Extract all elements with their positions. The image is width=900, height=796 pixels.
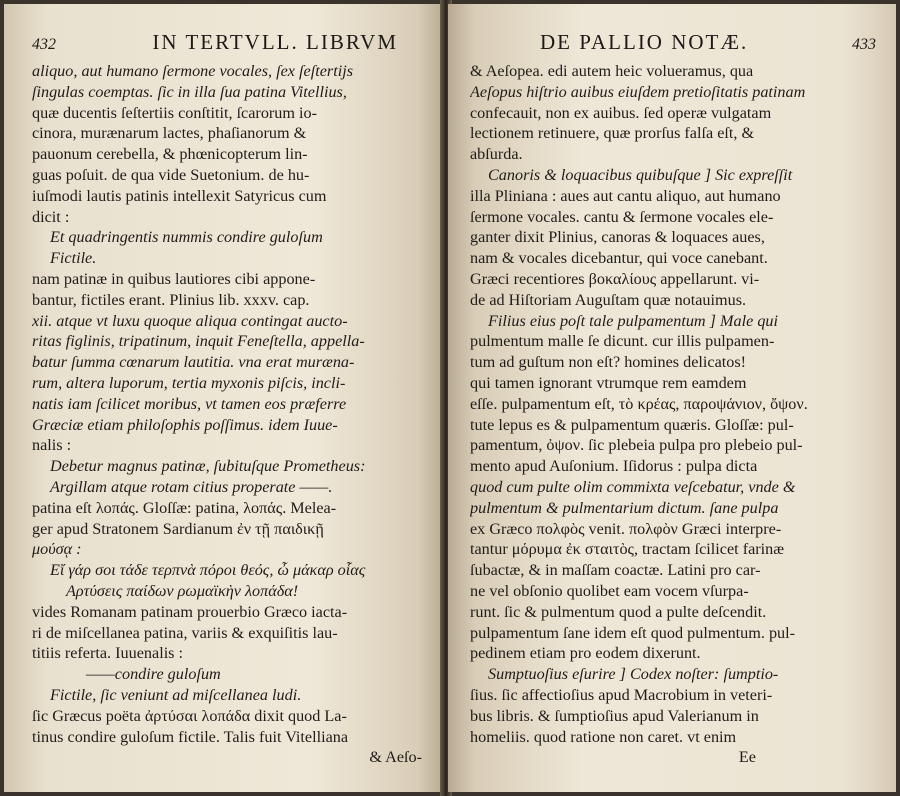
text-line: iuſmodi lautis patinis intellexit Satyricus cum: [32, 186, 327, 205]
text-line: guas poſuit. de qua vide Suetonium. de hu-: [32, 165, 310, 184]
text-line: dicit :: [32, 207, 70, 226]
text-line: Et quadringentis nummis condire guloſum: [50, 228, 323, 247]
text-line: ri de miſcellanea patina, variis & exquiſitis lau-: [32, 623, 338, 642]
right-body-text: [470, 61, 876, 768]
text-line: pulmentum malle ſe dicunt. cur illis pulpamen-: [470, 332, 775, 351]
text-line: Debetur magnus patinæ, ſubituſque Prometheus:: [50, 457, 366, 476]
text-line: abſurda.: [470, 145, 523, 164]
text-line: bantur, fictiles erant. Plinius lib. xxxv. cap.: [32, 290, 310, 309]
text-line: lectionem retinuere, quæ prorſus falſa eſt, &: [470, 124, 755, 143]
right-page-number: 433: [852, 36, 876, 53]
text-line: Aeſopus hiſtrio auibus eiuſdem pretioſitatis patinam: [470, 82, 806, 101]
left-running-title: IN TERTVLL. LIBRVM: [152, 30, 398, 54]
text-line: xii. atque vt luxu quoque aliqua contingat aucto-: [32, 311, 348, 330]
text-line: pulmentum & pulmentarium dictum. ſane pulpa: [470, 498, 779, 517]
text-line: ganter dixit Plinius, canoras & loquaces aues,: [470, 228, 765, 247]
text-line: quod cum pulte olim commixta veſcebatur, vnde &: [470, 477, 796, 496]
text-line: Sumptuoſius eſurire ] Codex noſter: ſumptio-: [488, 665, 779, 684]
text-line: nalis :: [32, 436, 72, 455]
text-line: Canoris & loquacibus quibuſque ] Sic expreſſit: [488, 165, 793, 184]
text-line: Fictile, ſic veniunt ad miſcellanea ludi.: [50, 685, 302, 704]
text-line: ger apud Stratonem Sardianum ἐν τῇ παιδικῇ: [32, 519, 324, 538]
text-line: qui tamen ignorant vtrumque rem eamdem: [470, 373, 747, 392]
text-line: ſingulas coemptas. ſic in illa ſua patina Vitellius,: [32, 82, 347, 101]
left-page: [4, 4, 444, 792]
text-line: confecauit, non ex auibus. ſed operæ vulgatam: [470, 103, 772, 122]
text-line: titiis referta. Iuuenalis :: [32, 644, 184, 663]
text-line: de ad Hiſtoriam Auguſtam quæ notauimus.: [470, 290, 747, 309]
text-line: Argillam atque rotam citius properate ——.: [50, 477, 333, 496]
text-line: cinora, murænarum lactes, phaſianorum &: [32, 124, 307, 143]
text-line: Fictile.: [50, 249, 97, 268]
text-line: tute lepus es & pulpamentum quæris. Gloſſæ: pul-: [470, 415, 794, 434]
text-line: & Aeſopea. edi autem heic volueramus, qua: [470, 62, 754, 80]
text-line: vides Romanam patinam prouerbio Græco iacta-: [32, 602, 348, 621]
right-running-head: [470, 30, 876, 55]
text-line: tantur μόρυμα ἐκ σταιτὸς, tractam ſcilicet farinæ: [470, 540, 785, 559]
text-line: pauonum cerebella, & phœnicopterum lin-: [32, 145, 308, 164]
text-line: Græciæ etiam philoſophis poſſimus. idem Iuue-: [32, 415, 338, 434]
right-page: [448, 4, 896, 792]
text-line: μούσᾳ :: [32, 540, 82, 559]
text-line: eſſe. pulpamentum eſt, τὸ κρέας, παροψάνιον, ὄψον.: [470, 394, 808, 413]
text-line: patina eſt λοπάς. Gloſſæ: patina, λοπάς. Melea-: [32, 498, 337, 517]
text-line: Filius eius poſt tale pulpamentum ] Male qui: [488, 311, 778, 330]
text-line: pamentum, ὀψον. ſic plebeia pulpa pro plebeio pul-: [470, 436, 803, 455]
text-line: ſubactæ, & in maſſam coactæ. Latini pro car-: [470, 561, 761, 580]
text-line: runt. ſic & pulmentum quod a pulte deſcendit.: [470, 602, 767, 621]
catchword: & Aeſo-: [369, 748, 422, 767]
text-line: tinus condire guloſum fictile. Talis fuit Vitelliana: [32, 727, 349, 746]
text-line: rum, altera luporum, tertia myxonis piſcis, incli-: [32, 373, 346, 392]
text-line: nam & vocales dicebantur, qui voce canebant.: [470, 249, 768, 268]
text-line: ex Græco πολφὸς venit. πολφὸν Græci interpre-: [470, 519, 782, 538]
left-body-text: [32, 61, 428, 768]
text-line: nam patinæ in quibus lautiores cibi appone-: [32, 269, 316, 288]
text-line: Αρτύσεις παίδων ρωμαϊκὴν λοπάδα!: [66, 581, 299, 600]
text-line: pedinem etiam pro eodem dixerunt.: [470, 644, 701, 663]
text-line: homeliis. quod ratione non caret. vt enim: [470, 727, 737, 746]
text-line: illa Pliniana : aues aut cantu aliquo, aut humano: [470, 186, 781, 205]
text-line: ſermone vocales. cantu & ſermone vocales ele-: [470, 207, 774, 226]
text-line: ſic Græcus poëta ἀρτύσαι λοπάδα dixit quod La-: [32, 706, 347, 725]
text-line: tum ad guſtum non eſt? homines delicatos!: [470, 353, 747, 372]
text-line: aliquo, aut humano ſermone vocales, ſex ſeſtertijs: [32, 62, 353, 80]
text-line: Εἴ γάρ σοι τάδε τερπνὰ πόροι θεός, ὦ μάκαρ οἷας: [50, 561, 366, 580]
text-line: ——condire guloſum: [86, 665, 221, 684]
text-line: batur ſumma cœnarum lautitia. vna erat muræna-: [32, 353, 355, 372]
text-line: natis iam ſcilicet moribus, vt tamen eos præferre: [32, 394, 347, 413]
text-line: mento apud Auſonium. Iſidorus : pulpa dicta: [470, 457, 758, 476]
text-line: quæ ducentis ſeſtertiis conſtitit, ſcarorum io-: [32, 103, 318, 122]
text-line: ſius. ſic affectioſius apud Macrobium in veteri-: [470, 685, 773, 704]
left-page-number: 432: [32, 36, 56, 53]
text-line: Græci recentiores βοκαλίους appellarunt. vi-: [470, 269, 760, 288]
text-line: pulpamentum ſane idem eſt quod pulmentum. pul-: [470, 623, 796, 642]
text-line: bus libris. & ſumptioſius apud Valerianum in: [470, 706, 759, 725]
right-running-title: DE PALLIO NOTÆ.: [540, 30, 749, 54]
catchword: Ee: [738, 748, 756, 767]
text-line: ne vel obſonio quolibet eam vocem vſurpa-: [470, 581, 749, 600]
text-line: ritas figlinis, tripatinum, inquit Feneſtella, appella-: [32, 332, 365, 351]
left-running-head: [32, 30, 428, 55]
